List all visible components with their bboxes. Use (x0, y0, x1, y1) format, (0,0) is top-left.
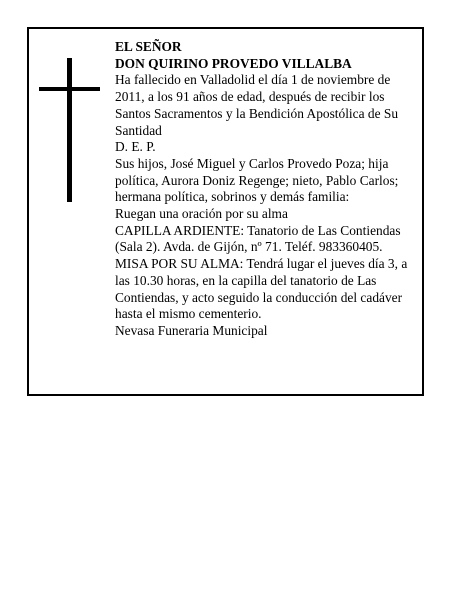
family-list: Sus hijos, José Miguel y Carlos Provedo Poza; hija política, Aurora Doniz Regenge; nieto, Pablo Carlos; hermana política, sobrinos y demás familia: (115, 155, 399, 205)
prayer-request: Ruegan una oración por su alma (115, 206, 288, 222)
cross-icon (29, 29, 109, 229)
funeral-home: Nevasa Funeraria Municipal (115, 322, 268, 338)
cross-vertical-bar (67, 58, 72, 202)
notice-text (115, 39, 419, 340)
mass-info: MISA POR SU ALMA: Tendrá lugar el jueves día 3, a las 10.30 horas, en la capilla del tanatorio de Las Contiendas, y acto seguido la conducción del cadáver hasta el mismo cementerio. (115, 256, 408, 322)
obituary-notice (27, 27, 424, 396)
notice-title-line1: EL SEÑOR (115, 39, 182, 54)
deceased-name: DON QUIRINO PROVEDO VILLALBA (115, 55, 352, 71)
rip-text: D. E. P. (115, 139, 156, 155)
chapel-info: CAPILLA ARDIENTE: Tanatorio de Las Contiendas (Sala 2). Avda. de Gijón, nº 71. Teléf. 983360405. (115, 222, 401, 255)
cross-horizontal-bar (39, 87, 100, 91)
death-announcement: Ha fallecido en Valladolid el día 1 de noviembre de 2011, a los 91 años de edad, después de recibir los Santos Sacramentos y la Bendición Apostólica de Su Santidad (115, 72, 399, 138)
